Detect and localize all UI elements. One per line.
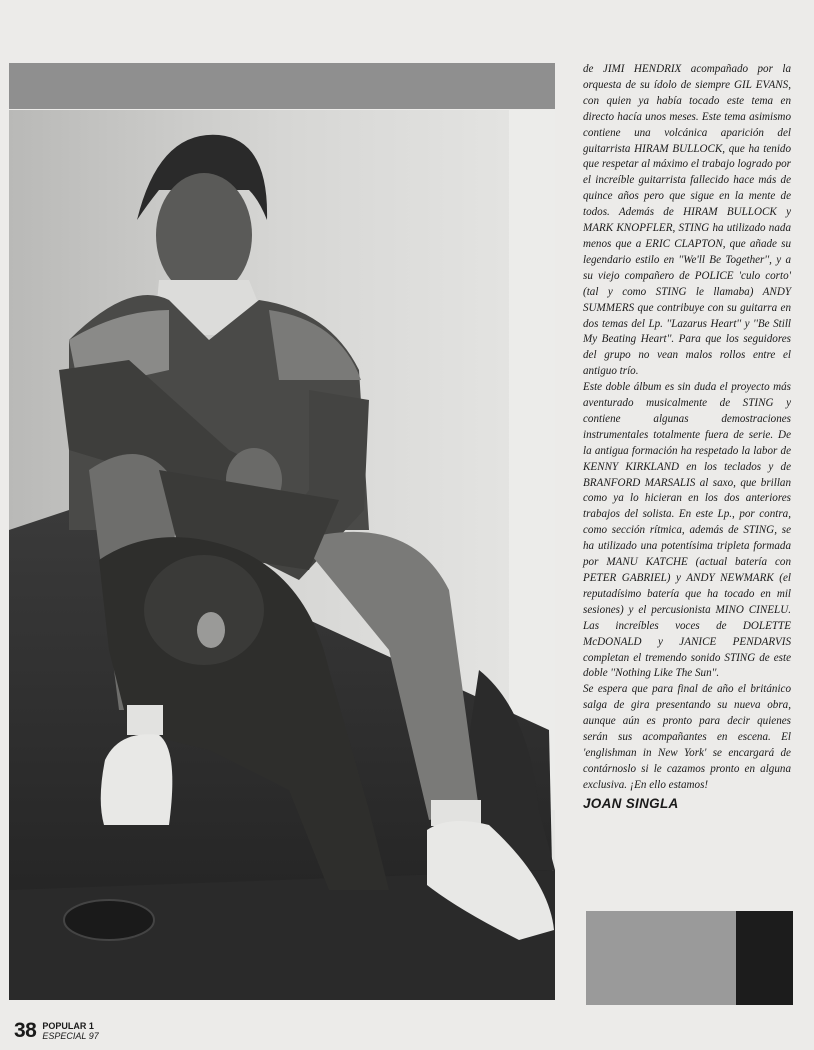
magazine-info bbox=[42, 1021, 98, 1041]
page-footer bbox=[14, 1016, 99, 1046]
magazine-issue: ESPECIAL 97 bbox=[42, 1031, 99, 1041]
decorative-black-block bbox=[736, 911, 793, 1005]
article-paragraph: Este doble álbum es sin duda el proyecto más aventurado musicalmente de STING y contiene algunas demostraciones instrumentales totalmente fuera de serie. De la antigua formación ha respetado la labor de KENNY KIRKLAND en los teclados y de BRANFORD MARSALIS al saxo, que brillan como ya lo hicieran en los dos anteriores trabajos del solista. En este Lp., por contra, como sección rítmica, además de STING, se ha utilizado una potentísima tripleta formada por MANU KATCHE (actual batería con PETER GABRIEL) y ANDY NEWMARK (el reputadísimo batería que ha tocado en mil sesiones) y el percusionista MINO CINELU. Las increíbles voces de DOLETTE McDONALD y JANICE PENDARVIS completan el tremendo sonido STING de este doble ''Nothing Like The Sun''. bbox=[583, 381, 791, 680]
article-paragraph: de JIMI HENDRIX acompañado por la orquesta de su ídolo de siempre GIL EVANS, con quien ya había tocado este tema en directo hacía unos meses. Este tema asimismo contiene una volcánica aparición del guitarrista HIRAM BULLOCK, que ha tenido que respetar al máximo el trabajo logrado por el increíble guitarrista fallecido hace más de quince años pero que sigue en la mente de todos. Además de HIRAM BULLOCK y MARK KNOPFLER, STING ha utilizado nada menos que a ERIC CLAPTON, que añade su legendario estilo en ''We'll Be Together'', y a su viejo compañero de POLICE 'culo corto' (tal y como STING le llamaba) ANDY SUMMERS que contribuye con su guitarra en dos temas del Lp. ''Lazarus Heart'' y ''Be Still My Beating Heart''. Para que los seguidores del grupo no vean malos rollos entre el antiguo trío. bbox=[583, 63, 791, 378]
magazine-name: POPULAR 1 bbox=[42, 1021, 94, 1031]
article-paragraph: Se espera que para final de año el británico salga de gira presentando su nueva obra, aunque aún es pronto para decir quienes serán sus acompañantes en escena. El 'englishman in New York' se encargará de contárnoslo si le cazamos pronto en alguna exclusiva. ¡En ello estamos! bbox=[583, 683, 791, 791]
top-grey-bar bbox=[9, 63, 555, 109]
photo-man-with-dog bbox=[9, 110, 555, 1000]
article-text bbox=[583, 62, 791, 812]
page-number: 38 bbox=[14, 1019, 37, 1042]
decorative-grey-block bbox=[586, 911, 736, 1005]
byline: JOAN SINGLA bbox=[583, 795, 679, 811]
